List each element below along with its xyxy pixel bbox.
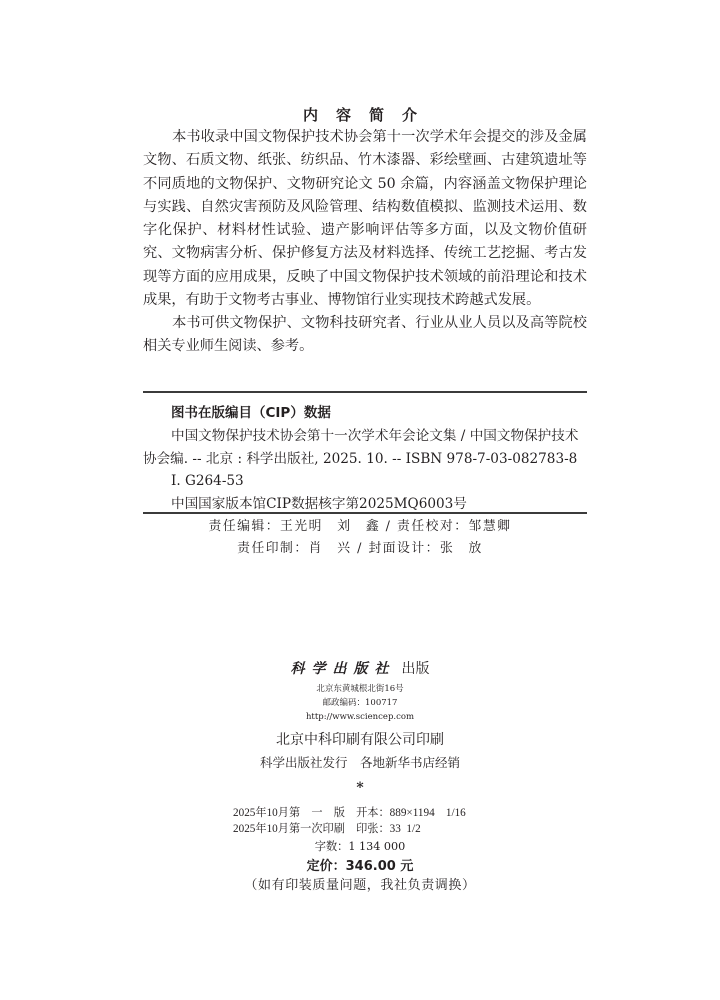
intro-paragraph-1-text: 本书收录中国文物保护技术协会第十一次学术年会提交的涉及金属文物、石质文物、纸张、纺织品、竹木漆器、彩绘壁画、古建筑遗址等不同质地的文物保护、文物研究论文 50 余篇，内容涵盖文物保护理论与实践、自然灾害预防及风险管理、结构数值模拟、监测技术运用、数字化保护、材料材性试验、遗产影响评估等多方面，以及文物价值研究、文物病害分析、保护修复方法及材料选择、传统工艺挖掘、考古发现等方面的应用成果，反映了中国文物保护技术领域的前沿理论和技术成果，有助于文物考古事业、博物馆行业实现技术跨越式发展。 xyxy=(143,129,587,309)
cip-record xyxy=(143,425,587,515)
intro-paragraph-1 xyxy=(143,126,587,312)
cip-bottom-rule xyxy=(143,512,587,514)
printer-line: 北京中科印刷有限公司印刷 xyxy=(276,732,444,748)
edition-line: 2025年10月第 一 版 开本：889×1194 1/16 xyxy=(233,807,466,819)
publisher-suffix: 出版 xyxy=(401,661,430,677)
publisher-address: 北京东黄城根北街16号 xyxy=(316,684,404,694)
credits-line-2: 责任印制：肖 兴 / 封面设计：张 放 xyxy=(237,541,483,556)
cip-line-2: 协会编. -- 北京 : 科学出版社, 2025. 10. -- ISBN 978-7-03-082783-8 xyxy=(143,450,578,467)
publisher-postcode: 邮政编码：100717 xyxy=(322,698,398,708)
quality-notice: （如有印装质量问题，我社负责调换） xyxy=(244,878,476,893)
cip-title-text: 中国文物保护技术协会第十一次学术年会论文集 / 中国文物保护技术 xyxy=(171,428,579,444)
publisher-brand-logo: 科学出版社 xyxy=(290,661,396,677)
impression-line: 2025年10月第一次印刷 印张：33 1/2 xyxy=(233,823,421,835)
word-count: 字数：1 134 000 xyxy=(314,840,406,853)
credits-line-1: 责任编辑：王光明 刘 鑫 / 责任校对：邹慧卿 xyxy=(208,519,512,534)
separator-asterisk: * xyxy=(356,780,364,796)
cip-line-1 xyxy=(143,425,587,448)
distribution-line: 科学出版社发行 各地新华书店经销 xyxy=(259,755,460,770)
editorial-credits xyxy=(0,516,720,560)
cip-verification-number: 中国国家版本馆CIP数据核字第2025MQ6003号 xyxy=(171,495,467,512)
cip-classification: Ⅰ. G264-53 xyxy=(171,473,244,489)
cip-heading: 图书在版编目（CIP）数据 xyxy=(171,405,331,421)
cip-top-rule xyxy=(143,391,587,393)
publisher-url: http://www.sciencep.com xyxy=(305,712,415,722)
intro-paragraph-2-text: 本书可供文物保护、文物科技研究者、行业从业人员以及高等院校相关专业师生阅读、参考。 xyxy=(143,315,587,355)
price: 定价：346.00 元 xyxy=(306,859,414,874)
intro-paragraph-2 xyxy=(143,312,587,359)
publisher-name xyxy=(0,658,720,678)
section-title: 内容简介 xyxy=(302,106,435,124)
cip-line-3 xyxy=(143,470,587,493)
